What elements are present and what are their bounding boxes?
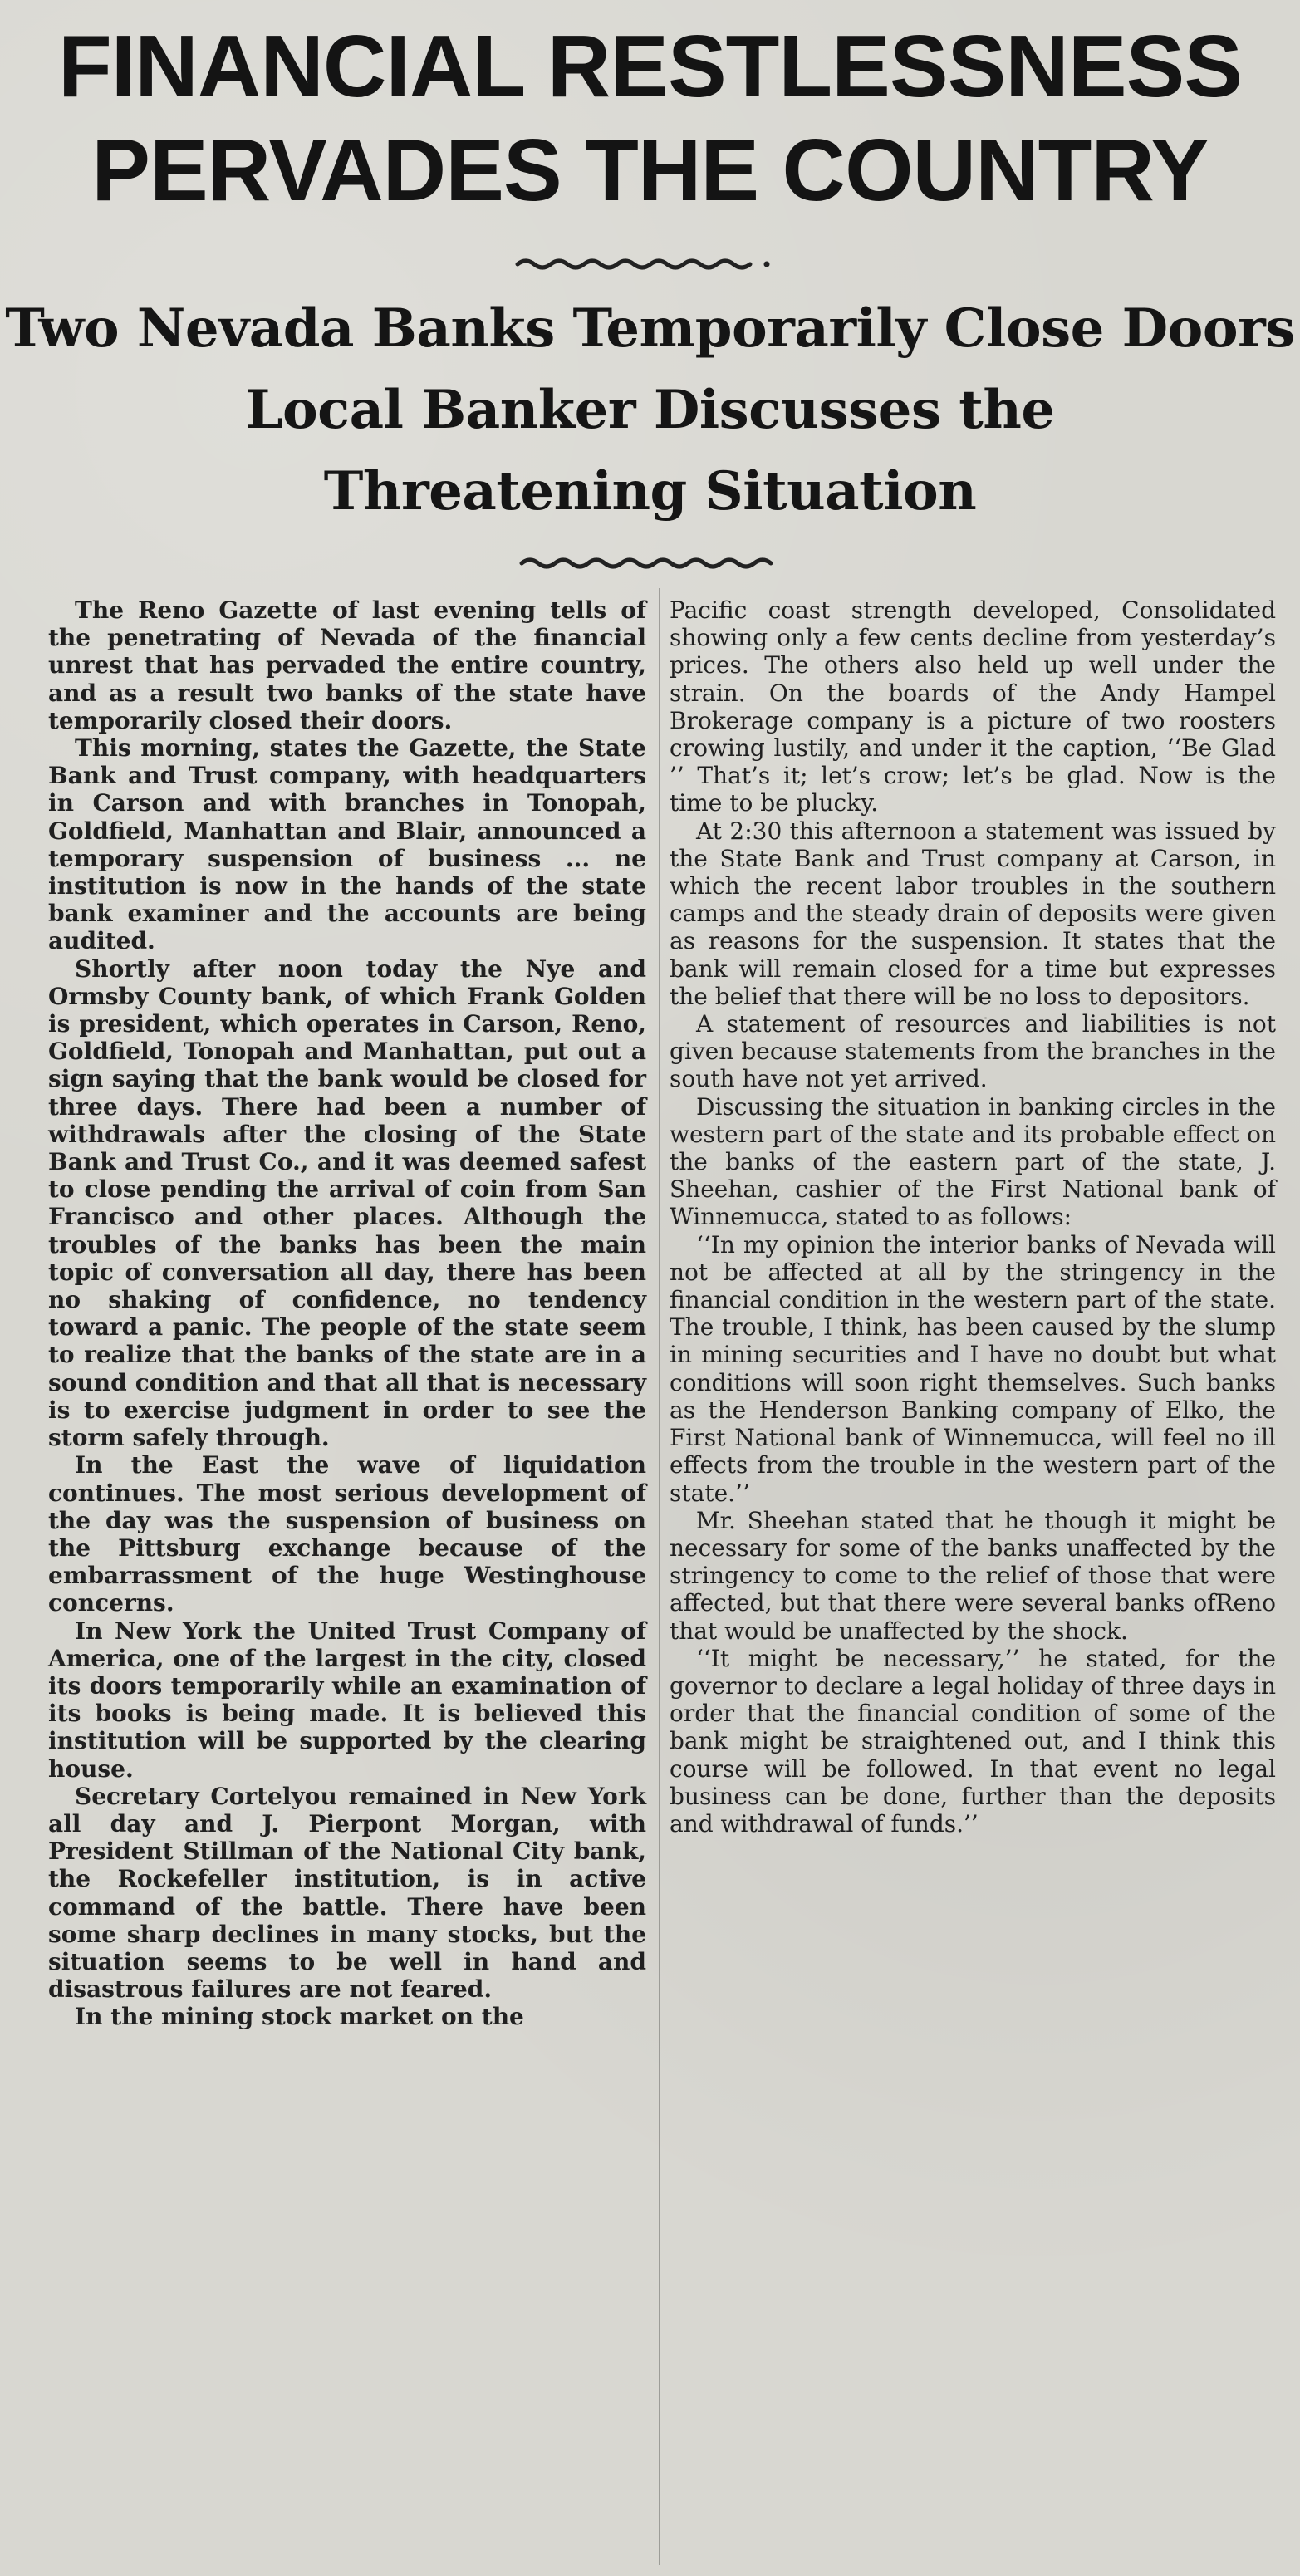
article-paragraph: Secretary Cortelyou remained in New York all day and J. Pierpont Morgan, with President Stillman of the National City bank, the Rockefeller institution, is in active command of the battle. There have been some sharp declines in many stocks, but the situation seems to be well in hand and disastrous failures are not feared. — [48, 1782, 646, 2004]
headline-line-2: PERVADES THE COUNTRY — [91, 121, 1209, 219]
article-paragraph: In the mining stock market on the — [75, 2003, 524, 2031]
article-paragraph: In the East the wave of liquidation continues. The most serious development of the day was the suspension of business on the Pittsburg exchange because of the embarrassment of the huge Westinghouse concerns. — [48, 1451, 646, 1617]
article-column-left — [48, 596, 646, 2031]
column-rule — [659, 588, 660, 2565]
decorative-divider-bottom — [518, 555, 783, 570]
subheadline-line-1: Two Nevada Banks Temporarily Close Doors — [5, 297, 1295, 360]
article-paragraph: ‘‘It might be necessary,’’ he stated, for the governor to declare a legal holiday of three days in order that the financial condition of some of the bank might be straightened out, and I think this course will be followed. In that event no legal business can be done, further than the deposits and withdrawal of funds.’’ — [670, 1644, 1276, 1838]
print-speck — [1219, 1462, 1222, 1465]
headline-line-1: FINANCIAL RESTLESSNESS — [58, 17, 1242, 115]
article-paragraph: Mr. Sheehan stated that he though it might be necessary for some of the banks unaffected by the stringency to come to the relief of those that were affected, but that there were several banks ofReno that would be unaffected by the shock. — [670, 1506, 1276, 1645]
article-column-right — [670, 596, 1276, 1838]
subheadline-line-2: Local Banker Discusses the — [245, 379, 1055, 441]
article-paragraph: Discussing the situation in banking circles in the western part of the state and its probable effect on the banks of the eastern part of the state, J. Sheehan, cashier of the First National bank of Winnemucca, stated to as follows: — [670, 1092, 1276, 1231]
article-paragraph: Pacific coast strength developed, Consolidated showing only a few cents decline from yesterday’s prices. The others also held up well under the strain. On the boards of the Andy Hampel Brokerage company is a picture of two roosters crowing lustily, and under it the caption, ‘‘Be Glad ’’ That’s it; let’s crow; let’s be glad. Now is the time to be plucky. — [670, 596, 1276, 817]
article-paragraph: In New York the United Trust Company of America, one of the largest in the city, closed its doors temporarily while an examination of its books is being made. It is believed this institution will be supported by the clearing house. — [48, 1617, 646, 1783]
article-paragraph: ‘‘In my opinion the interior banks of Nevada will not be affected at all by the stringency in the financial condition in the western part of the state. The trouble, I think, has been caused by the slump in mining securities and I have no doubt but what conditions will soon right themselves. Such banks as the Henderson Banking company of Elko, the First National bank of Winnemucca, will feel no ill effects from the trouble in the western part of the state.’’ — [670, 1230, 1276, 1507]
print-speck — [1032, 1793, 1035, 1796]
print-speck — [513, 1497, 516, 1499]
decorative-divider-top — [513, 256, 787, 271]
article-paragraph: A statement of resources and liabilities is not given because statements from the branches in the south have not yet arrived. — [670, 1010, 1276, 1093]
article-paragraph: The Reno Gazette of last evening tells of the penetrating of Nevada of the financial unrest that has pervaded the entire country, and as a result two banks of the state have temporarily closed their doors. — [48, 596, 646, 734]
article-paragraph: Shortly after noon today the Nye and Ormsby County bank, of which Frank Golden is president, which operates in Carson, Reno, Goldfield, Tonopah and Manhattan, put out a sign saying that the bank would be closed for three days. There had been a number of withdrawals after the closing of the State Bank and Trust Co., and it was deemed safest to close pending the arrival of coin from San Francisco and other places. Although the troubles of the banks has been the main topic of conversation all day, there has been no shaking of confidence, no tendency toward a panic. The people of the state seem to realize that the banks of the state are in a sound condition and that all that is necessary is to exercise judgment in order to see the storm safely through. — [48, 954, 646, 1452]
print-speck — [984, 1017, 987, 1019]
subheadline-line-3: Threatening Situation — [323, 460, 977, 523]
article-paragraph: This morning, states the Gazette, the State Bank and Trust company, with headquarters in Carson and with branches in Tonopah, Goldfield, Manhattan and Blair, announced a temporary suspension of business ... ne institution is now in the hands of the state bank examiner and the accounts are being audited. — [48, 734, 646, 955]
article-paragraph: At 2:30 this afternoon a statement was issued by the State Bank and Trust company at Carson, in which the recent labor troubles in the southern camps and the steady drain of deposits were given as reasons for the suspension. It states that the bank will remain closed for a time but expresses the belief that there will be no loss to depositors. — [670, 817, 1276, 1010]
